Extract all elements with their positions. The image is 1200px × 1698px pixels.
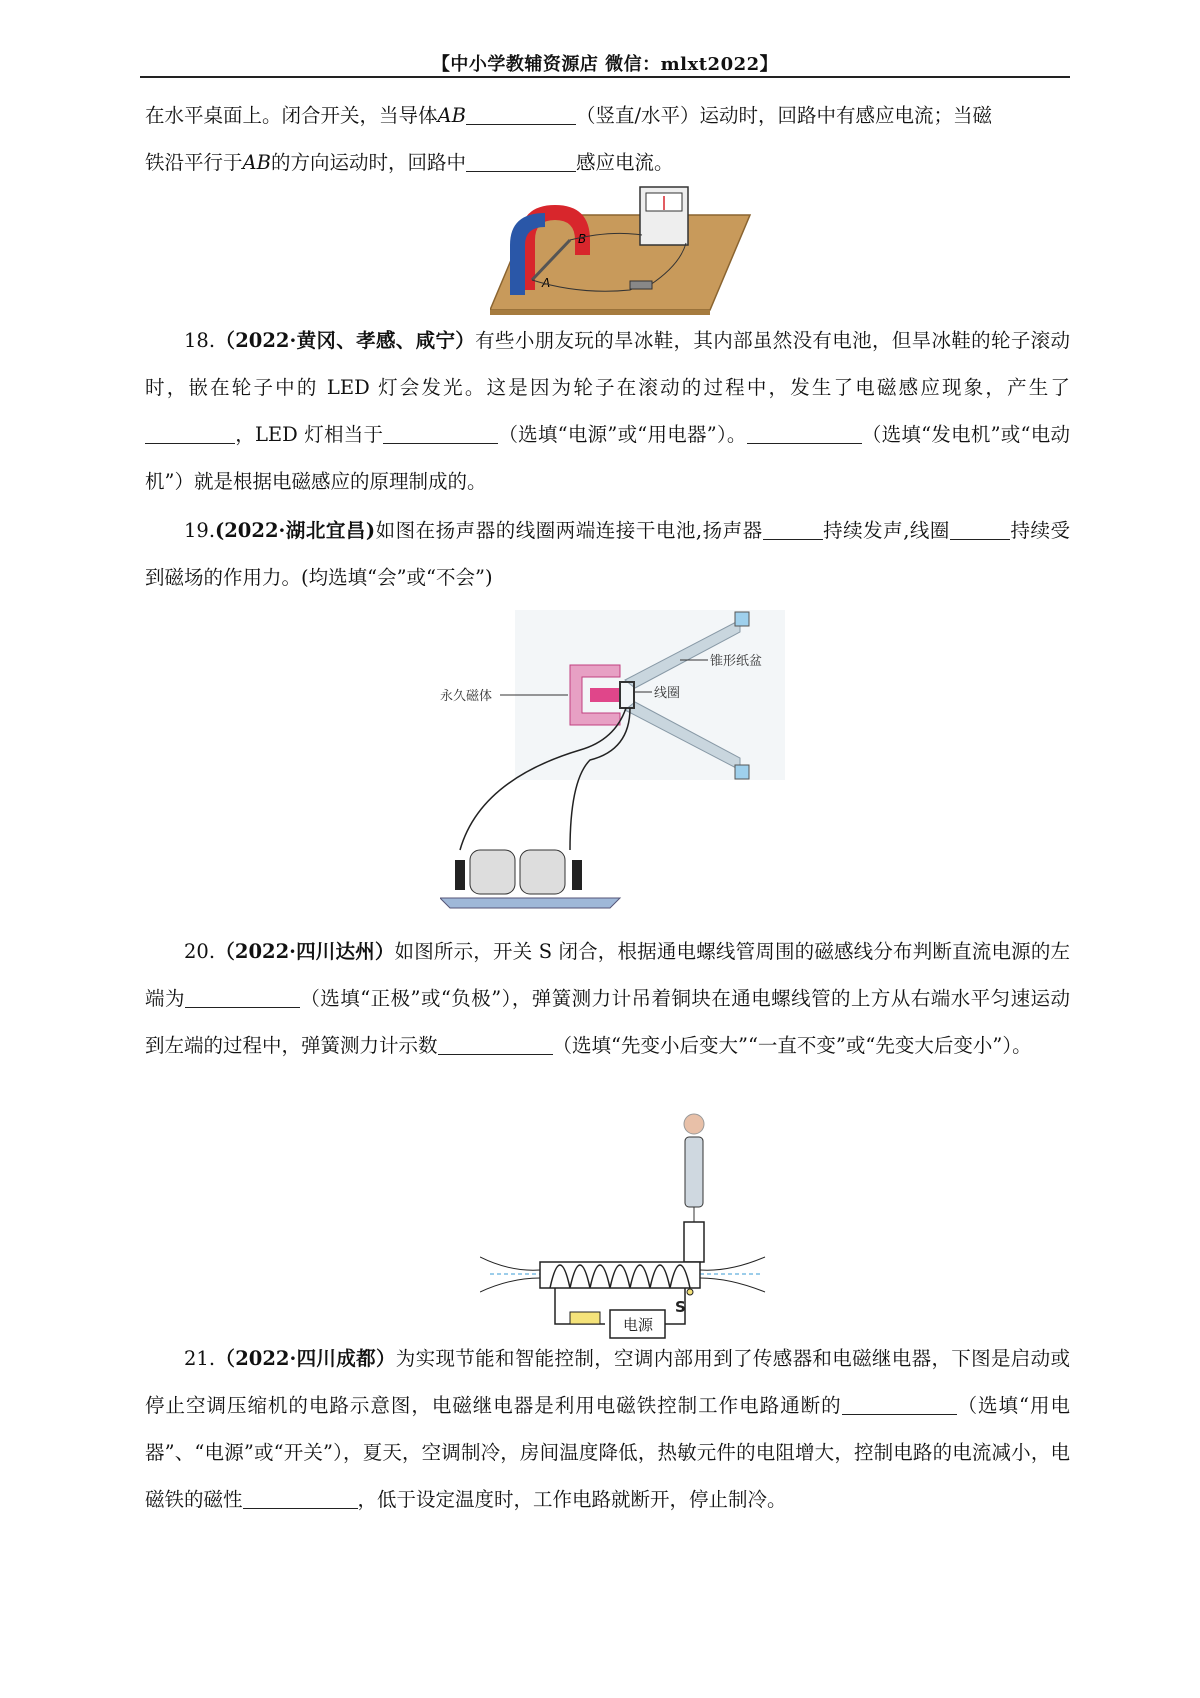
q21-blank-2[interactable] [243, 1488, 358, 1509]
q18-blank-1[interactable] [145, 423, 235, 444]
field-line-left-bottom [480, 1278, 540, 1292]
q17-text [145, 92, 1070, 186]
label-b: B [578, 232, 587, 246]
label-switch-s: S [675, 1298, 686, 1316]
switch-contact [687, 1289, 693, 1295]
q21-text-2: （选填“用电器”、“电源”或“开关”），夏天，空调制冷，房间温度降低，热敏元件的电阻增大，控制电路的电流减小，电磁铁的磁性 [145, 1394, 1070, 1511]
header-rule [140, 76, 1070, 78]
q21-source: （2022·四川成都） [215, 1347, 396, 1370]
label-a: A [542, 276, 551, 290]
solenoid-tube [540, 1262, 700, 1288]
q19-figure [440, 610, 810, 910]
q20-text-2: （选填“正极”或“负极”），弹簧测力计吊着铜块在通电螺线管的上方从右端水平匀速运动到左端的过程中，弹簧测力计示数 [145, 987, 1070, 1057]
q17-line2b: 的方向运动时，回路中 [270, 151, 466, 174]
q17-blank-2[interactable] [466, 151, 576, 172]
q17-ab1: AB [437, 104, 466, 127]
spring-scale [685, 1137, 703, 1207]
q20-text-3: （选填“先变小后变大”“一直不变”或“先变大后变小”）。 [552, 1034, 1032, 1057]
q21-number: 21. [184, 1347, 216, 1370]
cone-edge-top [735, 612, 749, 626]
field-line-left-top [480, 1257, 540, 1270]
q20-text-1: 如图所示，开关 S 闭合，根据通电螺线管周围的磁感线分布判断直流电源的左端为 [145, 940, 1071, 1010]
copper-block [684, 1222, 704, 1262]
q20-blank-2[interactable] [438, 1034, 553, 1055]
q21-text-3: ，低于设定温度时，工作电路就断开，停止制冷。 [357, 1488, 787, 1511]
rheostat [570, 1312, 600, 1324]
q17-figure [490, 185, 760, 315]
q19-text-1: 如图在扬声器的线圈两端连接干电池,扬声器 [375, 519, 763, 542]
magnet-core [590, 688, 620, 702]
q18-text [145, 317, 1070, 505]
q18-blank-2[interactable] [383, 423, 498, 444]
q18-source: （2022·黄冈、孝感、咸宁） [215, 329, 476, 352]
q18-text-1: 有些小朋友玩的旱冰鞋，其内部虽然没有电池，但旱冰鞋的轮子滚动时，嵌在轮子中的 LED 灯会发光。这是因为轮子在滚动的过程中，发生了电磁感应现象，产生了 [145, 329, 1070, 399]
label-cone: 锥形纸盆 [710, 654, 763, 669]
q20-number: 20. [184, 940, 216, 963]
q17-ab2: AB [242, 151, 271, 174]
q20-text [145, 928, 1070, 1069]
q21-text [145, 1335, 1070, 1523]
battery-clip-left [455, 860, 465, 890]
q19-source: (2022·湖北宜昌) [215, 519, 376, 542]
q18-blank-3[interactable] [747, 423, 862, 444]
q18-number: 18. [184, 329, 216, 352]
battery-2 [520, 850, 565, 894]
q21-blank-1[interactable] [842, 1394, 957, 1415]
q19-text-2: 持续发声,线圈 [822, 519, 950, 542]
q17-line2c: 感应电流。 [575, 151, 674, 174]
q17-line1b: （竖直/水平）运动时，回路中有感应电流；当磁 [575, 104, 993, 127]
label-coil: 线圈 [654, 686, 681, 701]
q18-text-3: （选填“电源”或“用电器”）。 [498, 423, 747, 446]
q17-blank-1[interactable] [466, 104, 576, 125]
field-line-right-top [700, 1257, 765, 1270]
q17-line2a: 铁沿平行于 [145, 151, 243, 174]
battery-base [440, 898, 620, 908]
q21-text-1: 为实现节能和智能控制，空调内部用到了传感器和电磁继电器，下图是启动或停止空调压缩机的电路示意图，电磁继电器是利用电磁铁控制工作电路通断的 [145, 1347, 1070, 1417]
q19-number: 19. [184, 519, 216, 542]
page-header: 【中小学教辅资源店 微信：mlxt2022】 [431, 54, 779, 75]
table-edge [490, 310, 710, 315]
q20-figure [480, 1112, 770, 1344]
hand [684, 1114, 704, 1134]
q19-text [145, 507, 1070, 601]
q20-blank-1[interactable] [185, 987, 300, 1008]
q19-blank-2[interactable] [950, 519, 1010, 540]
label-permanent-magnet: 永久磁体 [440, 689, 493, 704]
q18-text-2: ，LED 灯相当于 [235, 423, 384, 446]
q19-text-3: 持续受到磁场的作用力。(均选填“会”或“不会”) [145, 519, 1070, 589]
q20-source: （2022·四川达州） [215, 940, 395, 963]
q19-blank-1[interactable] [763, 519, 823, 540]
battery-clip-right [572, 860, 582, 890]
label-power-source: 电源 [623, 1316, 654, 1334]
switch [630, 281, 652, 289]
battery-1 [470, 850, 515, 894]
q17-line1a: 在水平桌面上。闭合开关，当导体 [145, 104, 438, 127]
field-line-right-bottom [700, 1278, 765, 1292]
q18-text-4: （选填“发电机”或“电动机”）就是根据电磁感应的原理制成的。 [145, 423, 1070, 493]
cone-edge-bottom [735, 765, 749, 779]
